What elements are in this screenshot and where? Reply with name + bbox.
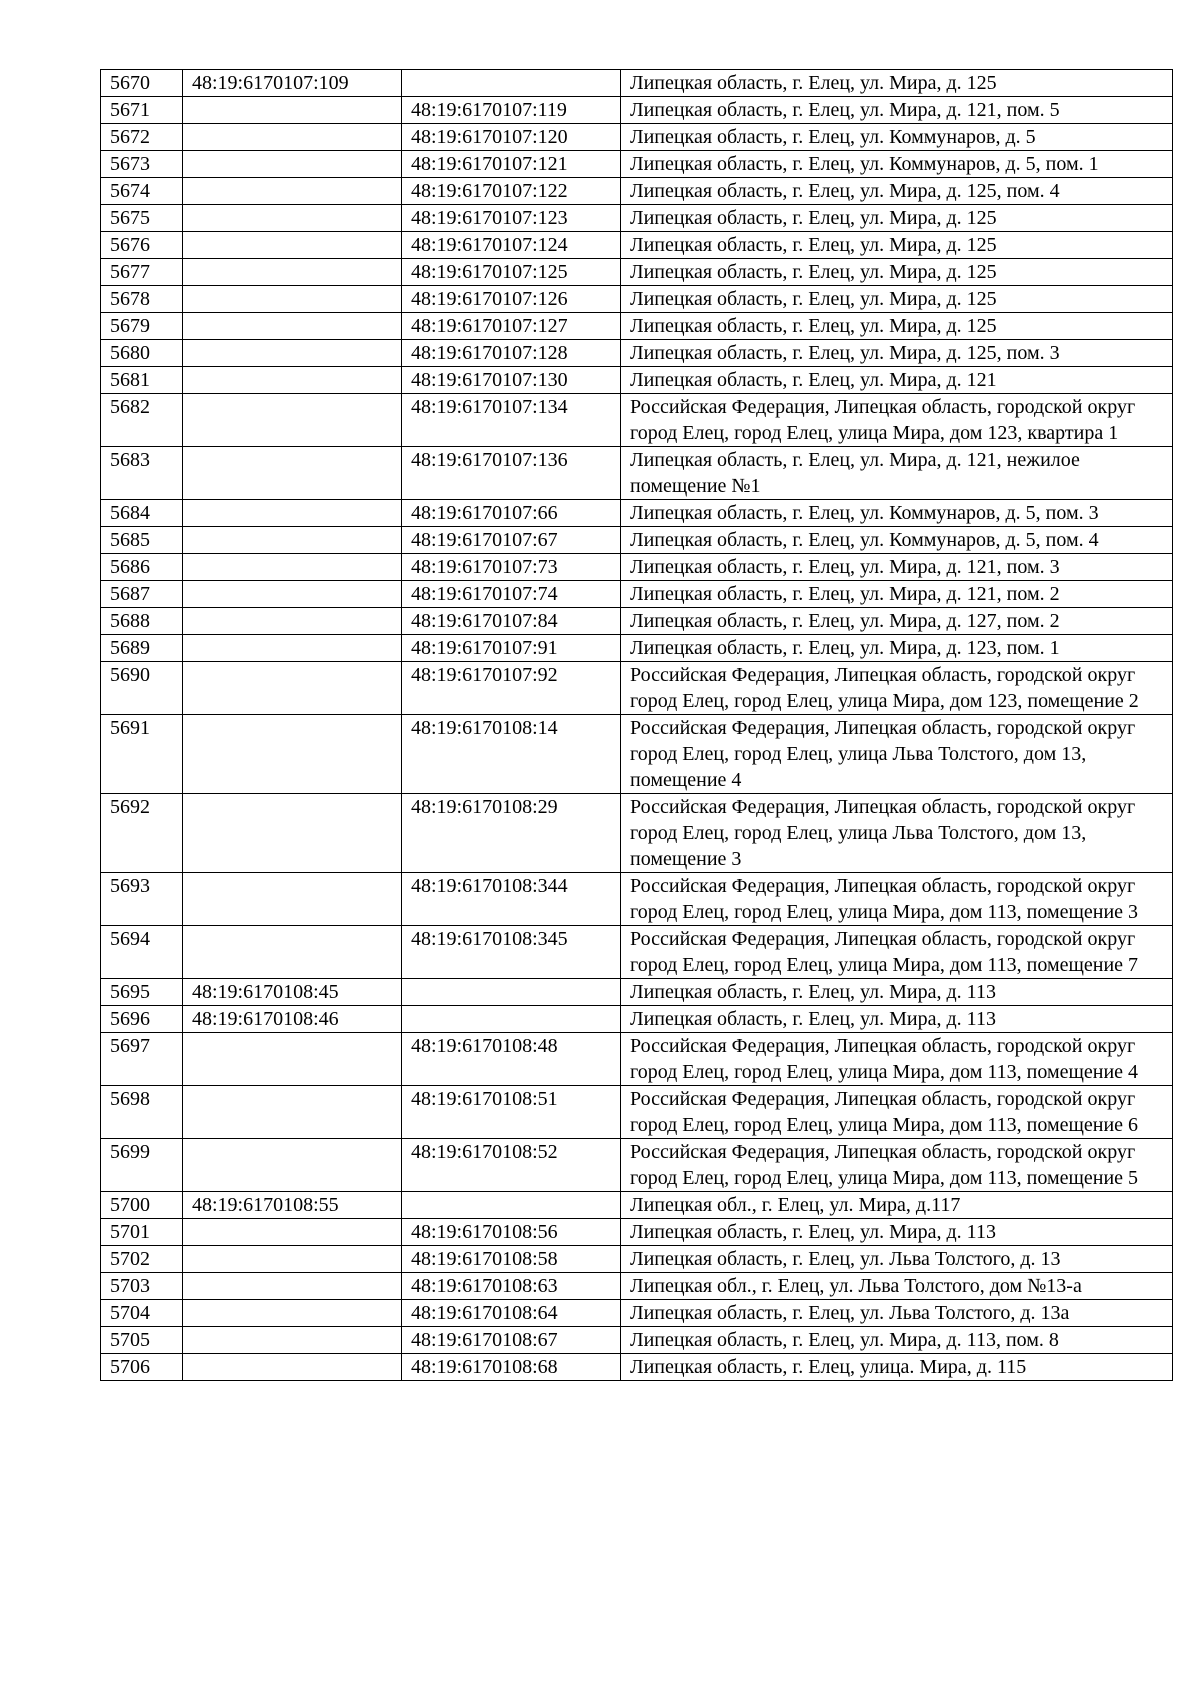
address-cell: Липецкая область, г. Елец, ул. Мира, д. 125, пом. 3 [621, 340, 1173, 367]
address-cell: Липецкая область, г. Елец, ул. Льва Толстого, д. 13 [621, 1246, 1173, 1273]
premises-cadastral-number-cell: 48:19:6170107:92 [402, 662, 621, 715]
table-row [101, 447, 1173, 500]
row-number-cell: 5670 [101, 70, 183, 97]
premises-cadastral-number-cell: 48:19:6170108:51 [402, 1086, 621, 1139]
row-number-cell: 5680 [101, 340, 183, 367]
row-number-cell: 5699 [101, 1139, 183, 1192]
cadastral-number-cell [183, 259, 402, 286]
cadastral-number-cell [183, 447, 402, 500]
row-number-cell: 5705 [101, 1327, 183, 1354]
table-row [101, 662, 1173, 715]
address-cell: Липецкая область, г. Елец, ул. Мира, д. 113 [621, 1006, 1173, 1033]
cadastral-number-cell [183, 926, 402, 979]
row-number-cell: 5683 [101, 447, 183, 500]
row-number-cell: 5701 [101, 1219, 183, 1246]
premises-cadastral-number-cell: 48:19:6170108:63 [402, 1273, 621, 1300]
table-row [101, 1006, 1173, 1033]
address-cell: Липецкая область, г. Елец, ул. Мира, д. 113, пом. 8 [621, 1327, 1173, 1354]
premises-cadastral-number-cell: 48:19:6170107:84 [402, 608, 621, 635]
address-cell: Липецкая область, г. Елец, ул. Мира, д. 121, пом. 2 [621, 581, 1173, 608]
row-number-cell: 5687 [101, 581, 183, 608]
cadastral-number-cell [183, 1086, 402, 1139]
row-number-cell: 5703 [101, 1273, 183, 1300]
address-cell: Российская Федерация, Липецкая область, городской округ город Елец, город Елец, улица Мира, дом 123, помещение 2 [621, 662, 1173, 715]
cadastral-number-cell [183, 124, 402, 151]
cadastral-number-cell: 48:19:6170107:109 [183, 70, 402, 97]
cadastral-number-cell [183, 232, 402, 259]
row-number-cell: 5676 [101, 232, 183, 259]
premises-cadastral-number-cell: 48:19:6170108:345 [402, 926, 621, 979]
row-number-cell: 5675 [101, 205, 183, 232]
table-row [101, 500, 1173, 527]
cadastral-number-cell [183, 394, 402, 447]
cadastral-number-cell [183, 1033, 402, 1086]
table-row [101, 581, 1173, 608]
address-cell: Липецкая область, г. Елец, ул. Мира, д. 113 [621, 1219, 1173, 1246]
cadastral-number-cell: 48:19:6170108:45 [183, 979, 402, 1006]
row-number-cell: 5682 [101, 394, 183, 447]
address-cell: Липецкая область, г. Елец, ул. Коммунаров, д. 5, пом. 3 [621, 500, 1173, 527]
premises-cadastral-number-cell [402, 1192, 621, 1219]
row-number-cell: 5677 [101, 259, 183, 286]
cadastral-number-cell [183, 205, 402, 232]
address-cell: Липецкая область, г. Елец, ул. Льва Толстого, д. 13а [621, 1300, 1173, 1327]
cadastral-number-cell [183, 367, 402, 394]
address-cell: Липецкая область, г. Елец, ул. Мира, д. 127, пом. 2 [621, 608, 1173, 635]
cadastral-number-cell [183, 554, 402, 581]
table-row [101, 124, 1173, 151]
premises-cadastral-number-cell: 48:19:6170108:68 [402, 1354, 621, 1381]
row-number-cell: 5702 [101, 1246, 183, 1273]
table-row [101, 635, 1173, 662]
row-number-cell: 5684 [101, 500, 183, 527]
premises-cadastral-number-cell: 48:19:6170108:29 [402, 794, 621, 873]
table-row [101, 926, 1173, 979]
registry-table-body [101, 70, 1173, 1381]
row-number-cell: 5685 [101, 527, 183, 554]
cadastral-number-cell [183, 500, 402, 527]
row-number-cell: 5704 [101, 1300, 183, 1327]
address-cell: Липецкая область, г. Елец, ул. Коммунаров, д. 5, пом. 4 [621, 527, 1173, 554]
cadastral-number-cell [183, 635, 402, 662]
row-number-cell: 5693 [101, 873, 183, 926]
address-cell: Липецкая область, г. Елец, ул. Мира, д. 121, пом. 3 [621, 554, 1173, 581]
table-row [101, 1300, 1173, 1327]
address-cell: Липецкая обл., г. Елец, ул. Льва Толстого, дом №13-а [621, 1273, 1173, 1300]
table-row [101, 554, 1173, 581]
cadastral-number-cell [183, 608, 402, 635]
table-row [101, 608, 1173, 635]
cadastral-number-cell [183, 313, 402, 340]
row-number-cell: 5700 [101, 1192, 183, 1219]
row-number-cell: 5692 [101, 794, 183, 873]
premises-cadastral-number-cell: 48:19:6170107:67 [402, 527, 621, 554]
table-row [101, 70, 1173, 97]
address-cell: Липецкая область, г. Елец, ул. Мира, д. 121, пом. 5 [621, 97, 1173, 124]
premises-cadastral-number-cell: 48:19:6170107:122 [402, 178, 621, 205]
premises-cadastral-number-cell: 48:19:6170108:48 [402, 1033, 621, 1086]
table-row [101, 979, 1173, 1006]
cadastral-number-cell [183, 715, 402, 794]
cadastral-number-cell [183, 286, 402, 313]
cadastral-number-cell [183, 1327, 402, 1354]
address-cell: Российская Федерация, Липецкая область, городской округ город Елец, город Елец, улица Льва Толстого, дом 13, помещение 4 [621, 715, 1173, 794]
premises-cadastral-number-cell: 48:19:6170107:73 [402, 554, 621, 581]
premises-cadastral-number-cell: 48:19:6170108:344 [402, 873, 621, 926]
premises-cadastral-number-cell: 48:19:6170107:91 [402, 635, 621, 662]
row-number-cell: 5672 [101, 124, 183, 151]
address-cell: Российская Федерация, Липецкая область, городской округ город Елец, город Елец, улица Мира, дом 113, помещение 3 [621, 873, 1173, 926]
table-row [101, 1327, 1173, 1354]
premises-cadastral-number-cell: 48:19:6170107:123 [402, 205, 621, 232]
row-number-cell: 5706 [101, 1354, 183, 1381]
cadastral-number-cell [183, 178, 402, 205]
table-row [101, 394, 1173, 447]
address-cell: Липецкая область, г. Елец, ул. Мира, д. 125 [621, 313, 1173, 340]
table-row [101, 97, 1173, 124]
premises-cadastral-number-cell: 48:19:6170108:52 [402, 1139, 621, 1192]
row-number-cell: 5686 [101, 554, 183, 581]
table-row [101, 259, 1173, 286]
cadastral-number-cell [183, 662, 402, 715]
row-number-cell: 5690 [101, 662, 183, 715]
address-cell: Липецкая область, г. Елец, ул. Коммунаров, д. 5 [621, 124, 1173, 151]
premises-cadastral-number-cell: 48:19:6170107:125 [402, 259, 621, 286]
cadastral-number-cell [183, 1300, 402, 1327]
premises-cadastral-number-cell [402, 1006, 621, 1033]
premises-cadastral-number-cell: 48:19:6170108:14 [402, 715, 621, 794]
table-row [101, 1033, 1173, 1086]
row-number-cell: 5696 [101, 1006, 183, 1033]
cadastral-number-cell [183, 873, 402, 926]
address-cell: Липецкая область, г. Елец, ул. Мира, д. 121, нежилое помещение №1 [621, 447, 1173, 500]
address-cell: Липецкая область, г. Елец, ул. Мира, д. 125 [621, 70, 1173, 97]
row-number-cell: 5691 [101, 715, 183, 794]
table-row [101, 1219, 1173, 1246]
premises-cadastral-number-cell [402, 70, 621, 97]
address-cell: Российская Федерация, Липецкая область, городской округ город Елец, город Елец, улица Льва Толстого, дом 13, помещение 3 [621, 794, 1173, 873]
address-cell: Липецкая область, г. Елец, ул. Мира, д. 125 [621, 286, 1173, 313]
address-cell: Липецкая область, г. Елец, ул. Мира, д. 121 [621, 367, 1173, 394]
cadastral-number-cell [183, 1273, 402, 1300]
premises-cadastral-number-cell: 48:19:6170108:56 [402, 1219, 621, 1246]
registry-table [100, 69, 1173, 1381]
address-cell: Российская Федерация, Липецкая область, городской округ город Елец, город Елец, улица Мира, дом 113, помещение 4 [621, 1033, 1173, 1086]
premises-cadastral-number-cell: 48:19:6170107:66 [402, 500, 621, 527]
row-number-cell: 5697 [101, 1033, 183, 1086]
cadastral-number-cell [183, 527, 402, 554]
table-row [101, 340, 1173, 367]
row-number-cell: 5695 [101, 979, 183, 1006]
cadastral-number-cell [183, 1354, 402, 1381]
premises-cadastral-number-cell: 48:19:6170107:121 [402, 151, 621, 178]
row-number-cell: 5678 [101, 286, 183, 313]
address-cell: Российская Федерация, Липецкая область, городской округ город Елец, город Елец, улица Мира, дом 113, помещение 5 [621, 1139, 1173, 1192]
address-cell: Липецкая область, г. Елец, ул. Мира, д. 125, пом. 4 [621, 178, 1173, 205]
premises-cadastral-number-cell: 48:19:6170107:128 [402, 340, 621, 367]
premises-cadastral-number-cell: 48:19:6170107:126 [402, 286, 621, 313]
address-cell: Липецкая обл., г. Елец, ул. Мира, д.117 [621, 1192, 1173, 1219]
address-cell: Липецкая область, г. Елец, ул. Мира, д. 113 [621, 979, 1173, 1006]
address-cell: Липецкая область, г. Елец, ул. Коммунаров, д. 5, пом. 1 [621, 151, 1173, 178]
cadastral-number-cell [183, 581, 402, 608]
row-number-cell: 5681 [101, 367, 183, 394]
row-number-cell: 5689 [101, 635, 183, 662]
table-row [101, 205, 1173, 232]
cadastral-number-cell [183, 1246, 402, 1273]
table-row [101, 873, 1173, 926]
premises-cadastral-number-cell: 48:19:6170107:136 [402, 447, 621, 500]
row-number-cell: 5673 [101, 151, 183, 178]
table-row [101, 794, 1173, 873]
cadastral-number-cell: 48:19:6170108:46 [183, 1006, 402, 1033]
table-row [101, 286, 1173, 313]
address-cell: Российская Федерация, Липецкая область, городской округ город Елец, город Елец, улица Мира, дом 113, помещение 6 [621, 1086, 1173, 1139]
row-number-cell: 5671 [101, 97, 183, 124]
table-row [101, 1139, 1173, 1192]
address-cell: Липецкая область, г. Елец, ул. Мира, д. 125 [621, 232, 1173, 259]
table-row [101, 151, 1173, 178]
premises-cadastral-number-cell: 48:19:6170107:124 [402, 232, 621, 259]
cadastral-number-cell [183, 1139, 402, 1192]
address-cell: Липецкая область, г. Елец, ул. Мира, д. 125 [621, 259, 1173, 286]
premises-cadastral-number-cell: 48:19:6170107:120 [402, 124, 621, 151]
table-row [101, 178, 1173, 205]
table-row [101, 715, 1173, 794]
table-row [101, 367, 1173, 394]
premises-cadastral-number-cell: 48:19:6170107:127 [402, 313, 621, 340]
premises-cadastral-number-cell: 48:19:6170107:130 [402, 367, 621, 394]
premises-cadastral-number-cell: 48:19:6170108:67 [402, 1327, 621, 1354]
cadastral-number-cell: 48:19:6170108:55 [183, 1192, 402, 1219]
table-row [101, 1354, 1173, 1381]
premises-cadastral-number-cell: 48:19:6170108:64 [402, 1300, 621, 1327]
document-page [100, 69, 1172, 1381]
table-row [101, 232, 1173, 259]
table-row [101, 1086, 1173, 1139]
address-cell: Липецкая область, г. Елец, улица. Мира, д. 115 [621, 1354, 1173, 1381]
row-number-cell: 5688 [101, 608, 183, 635]
address-cell: Липецкая область, г. Елец, ул. Мира, д. 123, пом. 1 [621, 635, 1173, 662]
premises-cadastral-number-cell: 48:19:6170108:58 [402, 1246, 621, 1273]
row-number-cell: 5679 [101, 313, 183, 340]
table-row [101, 1273, 1173, 1300]
table-row [101, 1246, 1173, 1273]
row-number-cell: 5674 [101, 178, 183, 205]
table-row [101, 313, 1173, 340]
premises-cadastral-number-cell: 48:19:6170107:134 [402, 394, 621, 447]
table-row [101, 1192, 1173, 1219]
premises-cadastral-number-cell [402, 979, 621, 1006]
row-number-cell: 5694 [101, 926, 183, 979]
address-cell: Российская Федерация, Липецкая область, городской округ город Елец, город Елец, улица Мира, дом 113, помещение 7 [621, 926, 1173, 979]
premises-cadastral-number-cell: 48:19:6170107:119 [402, 97, 621, 124]
cadastral-number-cell [183, 340, 402, 367]
cadastral-number-cell [183, 794, 402, 873]
cadastral-number-cell [183, 151, 402, 178]
cadastral-number-cell [183, 97, 402, 124]
cadastral-number-cell [183, 1219, 402, 1246]
address-cell: Российская Федерация, Липецкая область, городской округ город Елец, город Елец, улица Мира, дом 123, квартира 1 [621, 394, 1173, 447]
table-row [101, 527, 1173, 554]
address-cell: Липецкая область, г. Елец, ул. Мира, д. 125 [621, 205, 1173, 232]
premises-cadastral-number-cell: 48:19:6170107:74 [402, 581, 621, 608]
row-number-cell: 5698 [101, 1086, 183, 1139]
